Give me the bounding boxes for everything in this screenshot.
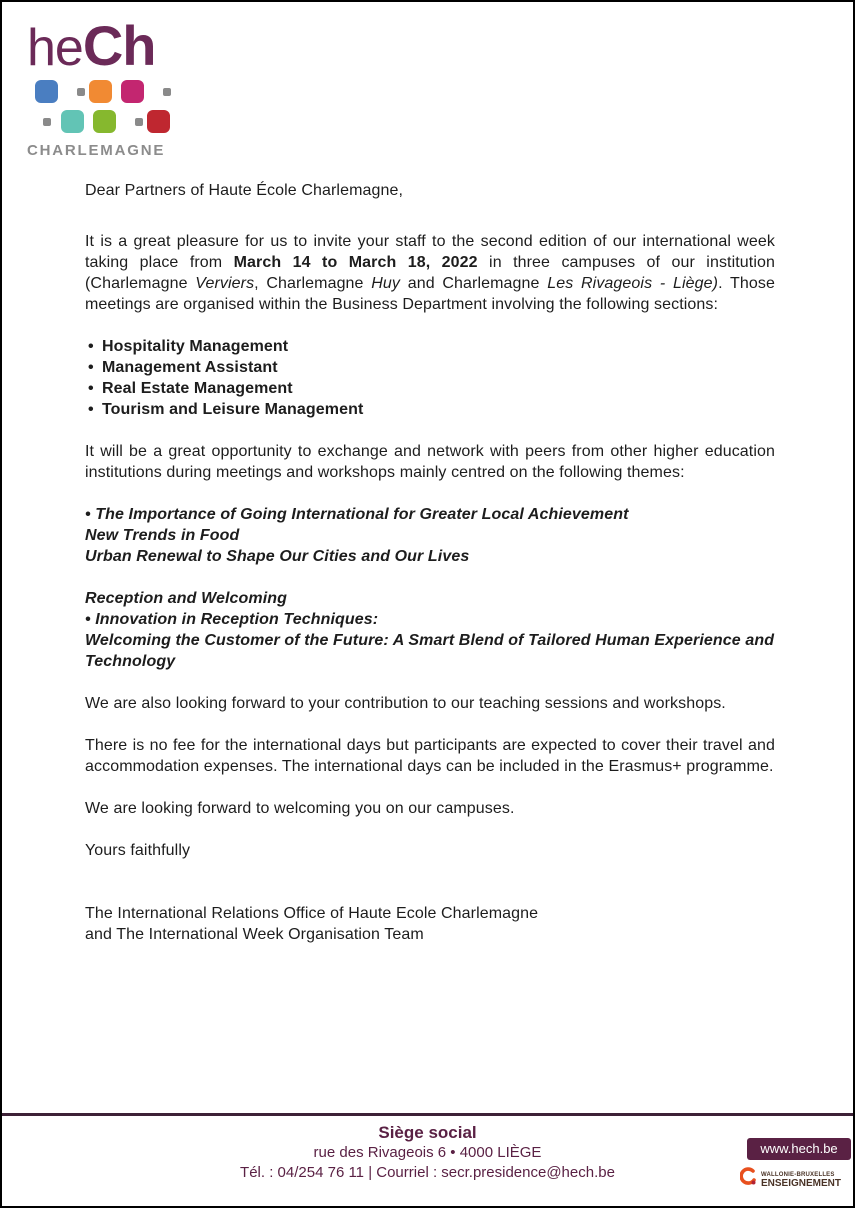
welcome-paragraph: We are looking forward to welcoming you on our campuses. [85, 800, 515, 817]
intro-paragraph [85, 231, 775, 315]
section-label: Tourism and Leisure Management [102, 401, 364, 418]
sections-list [85, 336, 775, 420]
salutation: Dear Partners of Haute École Charlemagne, [85, 182, 404, 199]
logo-square-green [93, 110, 116, 133]
section-label: Hospitality Management [102, 338, 289, 355]
logo-school-name: CHARLEMAGNE [27, 142, 166, 159]
signature-block [85, 903, 775, 945]
footer-heading: Siège social [378, 1123, 477, 1142]
letter-body [85, 180, 775, 945]
theme-line: • Innovation in Reception Techniques: [85, 611, 379, 628]
intro-part1: It is a great pleasure for us to invite your staff to the second edition of our international week taking place from [85, 233, 775, 271]
theme-line: • The Importance of Going International for Greater Local Achievement [85, 506, 629, 523]
signature-line: and The International Week Organisation Team [85, 926, 424, 943]
logo-dot [135, 118, 143, 126]
logo-square-magenta [121, 80, 144, 103]
bullet-icon: • [88, 359, 94, 376]
intro-part3: , Charlemagne [254, 275, 372, 292]
theme-line: Welcoming the Customer of the Future: A Smart Blend of Tailored Human Experience and Technology [85, 632, 775, 670]
section-label: Management Assistant [102, 359, 278, 376]
footer-address-block [2, 1123, 853, 1183]
logo-dot [77, 88, 85, 96]
footer-contact: Tél. : 04/254 76 11 | Courriel : secr.presidence@hech.be [240, 1164, 615, 1181]
themes-block-1 [85, 504, 775, 567]
logo-square-blue [35, 80, 58, 103]
logo-dot [163, 88, 171, 96]
theme-line: New Trends in Food [85, 527, 240, 544]
bullet-icon: • [88, 338, 94, 355]
wallonie-bruxelles-text [761, 1172, 841, 1189]
contribution-paragraph: We are also looking forward to your contribution to our teaching sessions and workshops. [85, 695, 726, 712]
theme-line: Reception and Welcoming [85, 590, 288, 607]
list-item [85, 399, 775, 420]
wordmark-he: he [27, 19, 83, 77]
closing-line: Yours faithfully [85, 842, 191, 859]
footer-divider [2, 1113, 853, 1116]
hech-logo [27, 14, 187, 159]
wallonie-bruxelles-logo [740, 1167, 841, 1193]
list-item [85, 336, 775, 357]
themes-block-2 [85, 588, 775, 672]
list-item [85, 357, 775, 378]
hech-wordmark [27, 14, 187, 77]
wb-line2: ENSEIGNEMENT [760, 1177, 841, 1189]
section-label: Real Estate Management [102, 380, 293, 397]
logo-square-orange [89, 80, 112, 103]
wordmark-ch: Ch [82, 14, 156, 77]
logo-squares [27, 80, 187, 138]
list-item [85, 378, 775, 399]
intro-part2: in three campuses of our institution (Charlemagne [85, 254, 775, 292]
wb-line1: WALLONIE-BRUXELLES [760, 1171, 835, 1178]
website-badge: www.hech.be [747, 1138, 851, 1160]
logo-dot [43, 118, 51, 126]
intro-part4: and Charlemagne [400, 275, 548, 292]
opportunity-paragraph: It will be a great opportunity to exchange and network with peers from other higher education institutions during meetings and workshops mainly centred on the following themes: [85, 443, 775, 481]
wallonie-bruxelles-icon [740, 1167, 757, 1193]
intro-dates: March 14 to March 18, 2022 [233, 254, 478, 271]
logo-square-teal [61, 110, 84, 133]
campus-verviers: Verviers [195, 275, 255, 292]
signature-line: The International Relations Office of Haute Ecole Charlemagne [85, 905, 539, 922]
bullet-icon: • [88, 401, 94, 418]
theme-line: Urban Renewal to Shape Our Cities and Our Lives [85, 548, 470, 565]
bullet-icon: • [88, 380, 94, 397]
intro-part5: . Those meetings are organised within the Business Department involving the following sections: [85, 275, 775, 313]
fees-paragraph: There is no fee for the international days but participants are expected to cover their travel and accommodation expenses. The international days can be included in the Erasmus+ programme. [85, 737, 775, 775]
logo-square-red [147, 110, 170, 133]
campus-huy: Huy [371, 275, 401, 292]
campus-liege: Les Rivageois - Liège) [547, 275, 719, 292]
footer-address: rue des Rivageois 6 • 4000 LIÈGE [313, 1144, 542, 1161]
